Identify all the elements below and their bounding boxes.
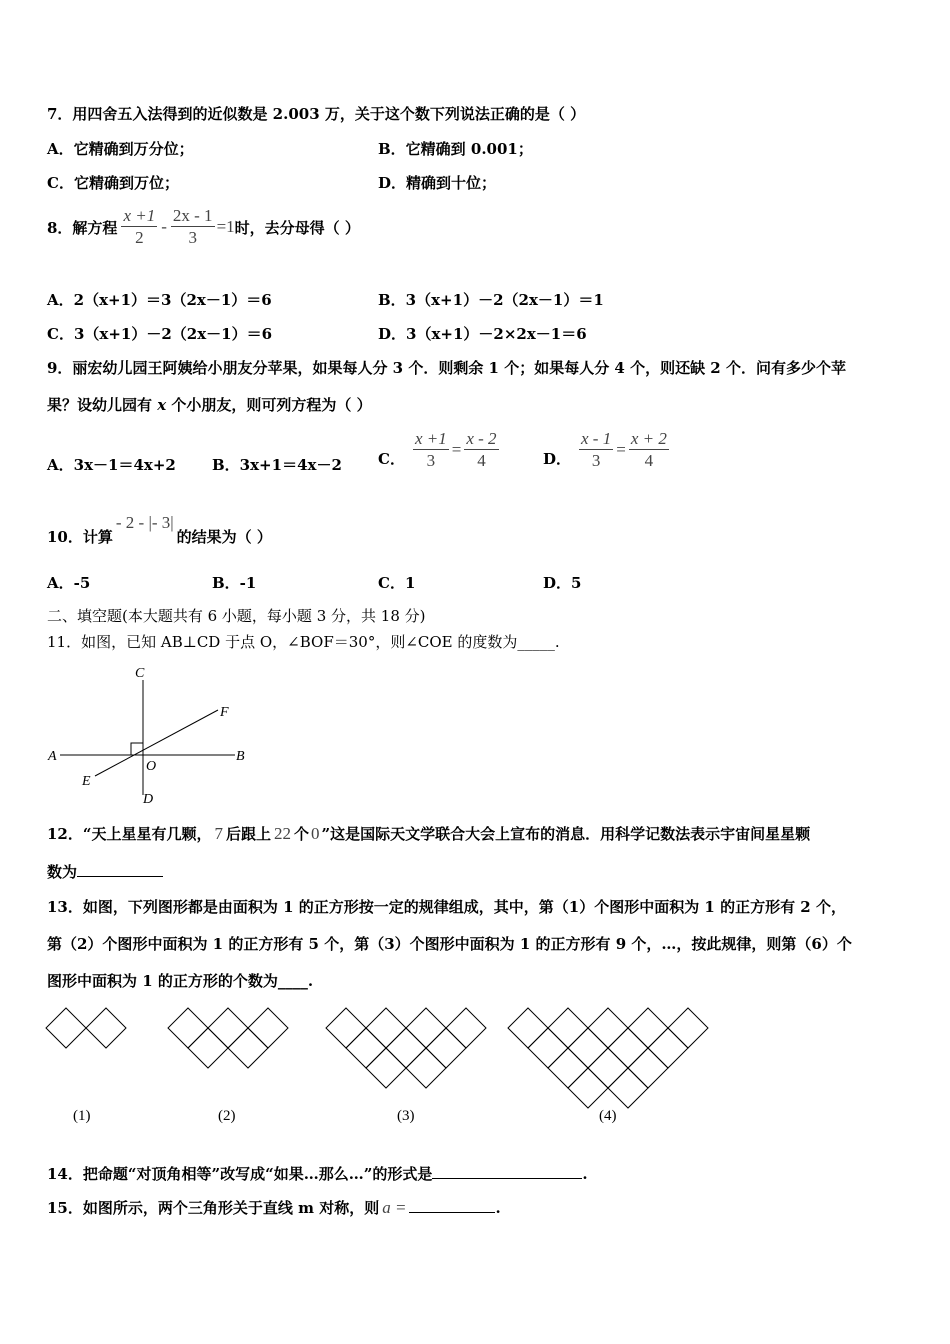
label-b: B (236, 749, 245, 764)
q14-text: 14．把命题“对顶角相等”改写成“如果…那么…”的形式是 (47, 1165, 433, 1183)
q14-end: . (582, 1165, 588, 1183)
unit-square (528, 1028, 568, 1068)
label-a: A (48, 749, 57, 764)
q13-line3: 图形中面积为 1 的正方形的个数为____. (47, 972, 314, 990)
q10-option-a: A．-5 (47, 574, 91, 592)
q9-d-equals: = (616, 440, 626, 459)
q9-c-label: C． (378, 449, 405, 468)
q12-part-a: 12．“天上星星有几颗， (47, 825, 212, 843)
unit-square (366, 1008, 406, 1048)
q13-figure (40, 998, 720, 1133)
q9-c-right-den: 4 (477, 450, 486, 470)
line-ef (95, 710, 218, 776)
q15-end: . (495, 1199, 501, 1217)
q12-num-7: 7 (214, 824, 224, 843)
q9-d-left-den: 3 (591, 450, 601, 470)
unit-square (386, 1028, 426, 1068)
q9-d-label: D． (543, 449, 572, 468)
q9-option-a: A．3x－1＝4x+2 (47, 456, 176, 474)
q12-line2-text: 数为 (47, 863, 78, 881)
q7-option-c: C．它精确到万位； (47, 174, 179, 192)
q15-variable: a = (382, 1198, 407, 1217)
caption-2: (2) (218, 1108, 236, 1124)
unit-square (508, 1008, 548, 1048)
label-d: D (143, 792, 154, 807)
q9-d-right-num: x + 2 (630, 428, 667, 448)
q14-answer-blank[interactable] (432, 1164, 582, 1179)
q10-suffix: 的结果为（ ） (176, 528, 272, 546)
q12-num-0: 0 (311, 824, 320, 843)
q9-c-equals: = (451, 440, 462, 459)
q12-num-22: 22 (274, 824, 292, 843)
q15-text: 15．如图所示，两个三角形关于直线 m 对称，则 (47, 1199, 380, 1217)
q8-f1-denominator: 2 (135, 227, 144, 247)
unit-square (248, 1008, 288, 1048)
q15-answer-blank[interactable] (409, 1198, 495, 1213)
unit-square (228, 1028, 268, 1068)
q8-suffix: 时，去分母得（ ） (234, 218, 360, 237)
q9-variable: x (157, 396, 167, 414)
q12-part-d: ”这是国际天文学联合大会上宣布的消息．用科学记数法表示宇宙间星星颗 (321, 825, 811, 843)
q8-option-a: A．2（x+1）＝3（2x－1）＝6 (47, 291, 272, 309)
unit-square (188, 1028, 228, 1068)
q9-option-d (543, 428, 669, 472)
pattern-1 (46, 1008, 126, 1048)
q9-d-left-num: x - 1 (581, 428, 612, 448)
q8-minus: - (161, 217, 167, 236)
unit-square (648, 1028, 688, 1068)
unit-square (346, 1028, 386, 1068)
q12-stem-line2 (47, 861, 163, 882)
label-f: F (220, 705, 229, 720)
q13-line2: 第（2）个图形中面积为 1 的正方形有 5 个，第（3）个图形中面积为 1 的正方形有 9 个，…，按此规律，则第（6）个 (47, 935, 852, 953)
unit-square (326, 1008, 366, 1048)
q12-stem-line1 (47, 823, 810, 844)
q10-stem (47, 512, 272, 546)
q9-option-c (378, 428, 499, 472)
q10-option-b: B．-1 (212, 574, 257, 592)
unit-square (86, 1008, 126, 1048)
q13-line1: 13．如图，下列图形都是由面积为 1 的正方形按一定的规律组成，其中，第（1）个图形中面积为 1 的正方形有 2 个， (47, 898, 846, 916)
unit-square (548, 1048, 588, 1088)
unit-square (406, 1008, 446, 1048)
q9-stem2-a: 果？设幼儿园有 (47, 396, 158, 414)
unit-square (426, 1028, 466, 1068)
caption-1: (1) (73, 1108, 91, 1124)
q10-prefix: 10．计算 (47, 528, 113, 546)
q9-c-left-num: x +1 (414, 428, 447, 448)
q9-c-right-num: x - 2 (466, 428, 497, 448)
unit-square (548, 1008, 588, 1048)
unit-square (608, 1068, 648, 1108)
q8-f1-numerator: x +1 (123, 205, 156, 225)
unit-square (608, 1028, 648, 1068)
caption-3: (3) (397, 1108, 415, 1124)
q10-option-c: C．1 (378, 574, 416, 592)
q7-option-a: A．它精确到万分位； (47, 140, 194, 158)
q9-stem-line1: 9．丽宏幼儿园王阿姨给小朋友分苹果，如果每人分 3 个．则剩余 1 个；如果每人分 4 个，则还缺 2 个．问有多少个苹 (47, 359, 846, 377)
q11-figure (40, 660, 260, 810)
q8-option-b: B．3（x+1）－2（2x－1）＝1 (378, 291, 604, 309)
q9-d-left-fraction (579, 429, 613, 472)
pattern-4 (508, 1008, 708, 1108)
q11-stem: 11．如图，已知 AB⊥CD 于点 O，∠BOF＝30°，则∠COE 的度数为_____. (47, 633, 560, 651)
q10-expression: - 2 - |- 3| (115, 513, 174, 532)
unit-square (46, 1008, 86, 1048)
q12-part-b: 后跟上 (226, 825, 272, 843)
q15-stem (47, 1197, 501, 1218)
unit-square (668, 1008, 708, 1048)
label-c: C (135, 666, 145, 681)
q7-option-d: D．精确到十位； (378, 174, 497, 192)
q14-stem (47, 1163, 588, 1184)
unit-square (628, 1008, 668, 1048)
unit-square (628, 1048, 668, 1088)
label-o: O (146, 759, 157, 774)
q9-d-right-den: 4 (644, 450, 654, 470)
q9-d-right-fraction (629, 429, 669, 472)
section-2-heading: 二、填空题(本大题共有 6 小题，每小题 3 分，共 18 分) (47, 607, 426, 625)
unit-square (406, 1048, 446, 1088)
caption-4: (4) (599, 1108, 617, 1124)
q8-fraction-1 (121, 206, 157, 249)
q9-c-right-fraction (464, 429, 498, 472)
unit-square (568, 1028, 608, 1068)
q9-c-left-den: 3 (426, 450, 436, 470)
unit-square (588, 1008, 628, 1048)
q9-option-b: B．3x+1＝4x－2 (212, 456, 342, 474)
q9-stem2-b: 个小朋友，则可列方程为（ ） (166, 396, 372, 414)
pattern-2 (168, 1008, 288, 1068)
q12-answer-blank[interactable] (77, 862, 163, 877)
q8-stem (47, 205, 360, 249)
q9-c-left-fraction (413, 429, 449, 472)
unit-square (588, 1048, 628, 1088)
q7-stem: 7．用四舍五入法得到的近似数是 2.003 万，关于这个数下列说法正确的是（ ） (47, 105, 586, 123)
unit-square (366, 1048, 406, 1088)
pattern-3 (326, 1008, 486, 1088)
q9-stem-line2 (47, 394, 372, 415)
q12-part-c: 个 (294, 825, 310, 843)
q8-prefix: 8．解方程 (47, 218, 118, 237)
q8-f2-numerator: 2x - 1 (172, 205, 213, 225)
q8-f2-denominator: 3 (188, 227, 197, 247)
q8-option-d: D．3（x+1）－2×2x－1＝6 (378, 325, 587, 343)
q8-equals: =1 (216, 217, 235, 236)
q7-option-b: B．它精确到 0.001； (378, 140, 533, 158)
unit-square (168, 1008, 208, 1048)
unit-square (208, 1008, 248, 1048)
q8-fraction-2 (171, 206, 215, 249)
label-e: E (82, 774, 91, 789)
q8-option-c: C．3（x+1）－2（2x－1）＝6 (47, 325, 273, 343)
unit-square (568, 1068, 608, 1108)
q10-option-d: D．5 (543, 574, 582, 592)
unit-square (446, 1008, 486, 1048)
